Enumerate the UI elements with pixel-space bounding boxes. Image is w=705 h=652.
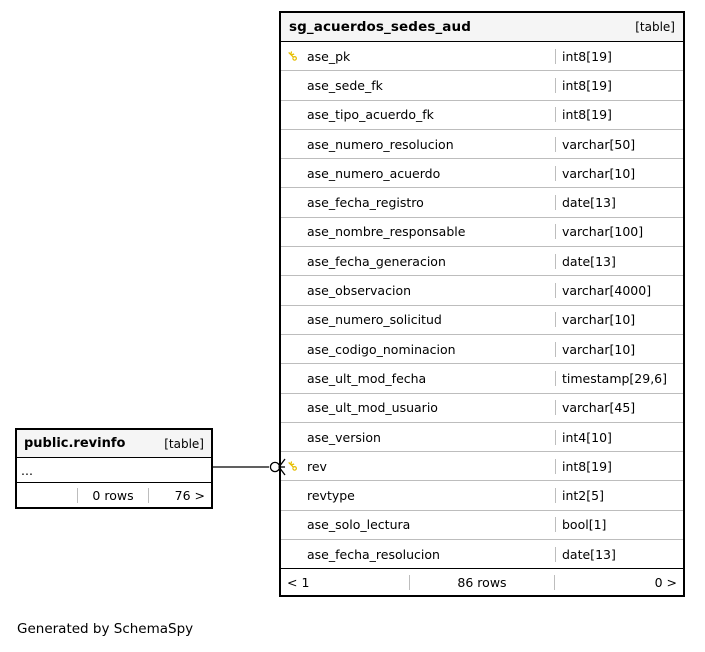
column-type: int4[10] — [555, 430, 683, 445]
column-type: date[13] — [555, 547, 683, 562]
column-type: int8[19] — [555, 78, 683, 93]
column-type: int8[19] — [555, 107, 683, 122]
revinfo-header — [17, 430, 211, 458]
column-type: varchar[10] — [555, 166, 683, 181]
column-name: ase_codigo_nominacion — [307, 341, 456, 357]
primary-key-icon: ⚷ — [284, 457, 302, 475]
table-title: sg_acuerdos_sedes_aud — [289, 19, 471, 35]
primary-key-icon: ⚷ — [284, 47, 302, 65]
column-type: bool[1] — [555, 517, 683, 532]
column-type: date[13] — [555, 254, 683, 269]
table-row — [281, 481, 683, 510]
column-type: varchar[50] — [555, 137, 683, 152]
revinfo-collapsed-columns: ... — [17, 458, 211, 483]
table-type-tag: [table] — [635, 20, 675, 34]
column-name: ase_numero_acuerdo — [307, 165, 441, 181]
table-row — [281, 511, 683, 540]
column-type: int8[19] — [555, 459, 683, 474]
column-type: varchar[10] — [555, 312, 683, 327]
table-row — [281, 335, 683, 364]
column-name: ase_sede_fk — [307, 77, 383, 93]
column-list — [281, 42, 683, 569]
prev-page-button[interactable]: < 1 — [287, 574, 310, 590]
table-sg-acuerdos-sedes-aud — [279, 11, 685, 597]
column-type: timestamp[29,6] — [555, 371, 683, 386]
column-name: ase_ult_mod_usuario — [307, 400, 438, 416]
column-name: ase_pk — [307, 48, 351, 64]
column-type: varchar[4000] — [555, 283, 683, 298]
column-name: ase_nombre_responsable — [307, 224, 466, 240]
revinfo-title: public.revinfo — [24, 436, 126, 451]
generated-by-caption: Generated by SchemaSpy — [17, 621, 194, 637]
revinfo-row-count-label: 0 rows — [77, 488, 149, 503]
table-row — [281, 394, 683, 423]
table-row — [281, 423, 683, 452]
table-row — [281, 540, 683, 569]
next-page-button[interactable]: 0 > — [654, 574, 677, 590]
column-name: ase_tipo_acuerdo_fk — [307, 107, 434, 123]
column-name: ase_ult_mod_fecha — [307, 370, 427, 386]
column-name: rev — [307, 458, 327, 474]
table-footer — [281, 569, 683, 595]
column-name: ase_numero_solicitud — [307, 312, 442, 328]
table-row — [281, 276, 683, 305]
column-type: date[13] — [555, 195, 683, 210]
revinfo-next-page[interactable]: 76 > — [174, 487, 205, 503]
table-row — [281, 364, 683, 393]
column-name: ase_fecha_generacion — [307, 253, 446, 269]
table-row — [281, 159, 683, 188]
column-name: ase_fecha_resolucion — [307, 546, 440, 562]
table-row — [281, 130, 683, 159]
table-row — [281, 42, 683, 71]
table-row — [281, 306, 683, 335]
column-type: int2[5] — [555, 488, 683, 503]
revinfo-type-tag: [table] — [164, 436, 204, 451]
column-type: varchar[45] — [555, 400, 683, 415]
table-row — [281, 247, 683, 276]
column-name: ase_numero_resolucion — [307, 136, 454, 152]
column-name: ase_solo_lectura — [307, 517, 411, 533]
table-row — [281, 188, 683, 217]
table-row — [281, 71, 683, 100]
table-row — [281, 101, 683, 130]
column-type: varchar[100] — [555, 224, 683, 239]
column-name: ase_version — [307, 429, 381, 445]
revinfo-footer — [17, 483, 211, 507]
column-type: varchar[10] — [555, 342, 683, 357]
column-type: int8[19] — [555, 49, 683, 64]
table-public-revinfo — [15, 428, 213, 509]
table-row — [281, 452, 683, 481]
table-header — [281, 13, 683, 42]
column-name: ase_observacion — [307, 283, 412, 299]
column-name: ase_fecha_registro — [307, 195, 424, 211]
column-name: revtype — [307, 488, 355, 504]
row-count-label: 86 rows — [409, 575, 555, 590]
table-row — [281, 218, 683, 247]
